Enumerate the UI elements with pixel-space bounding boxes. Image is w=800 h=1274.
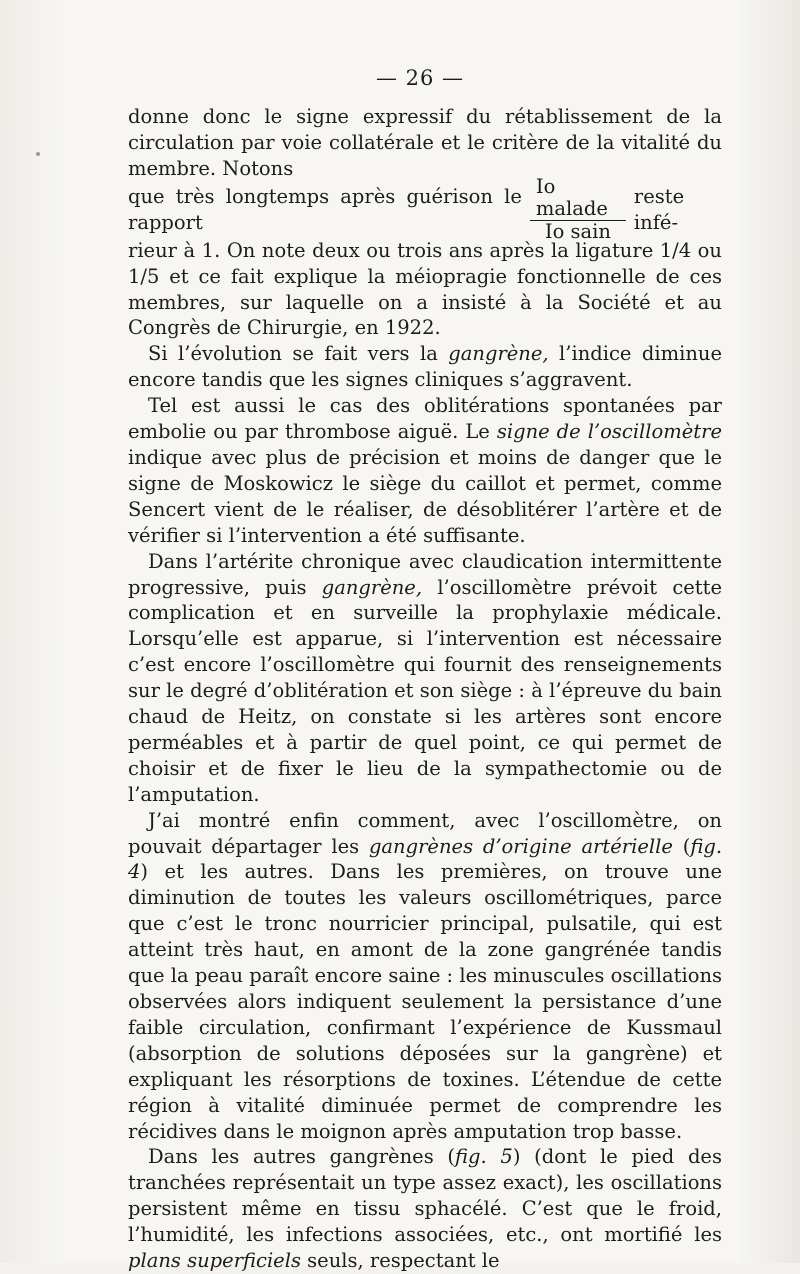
p6-italic-1: fig. 5 bbox=[455, 1145, 513, 1169]
paragraph-1-start: donne donc le signe expressif du rétablissement de la circulation par voie collatérale et le critère de la vitalité du membre. Notons bbox=[128, 105, 722, 180]
p6-text-a: Dans les autres gangrènes ( bbox=[148, 1145, 456, 1169]
paragraph-5 bbox=[128, 808, 722, 1145]
p4-italic-1: gangrène, bbox=[321, 575, 423, 599]
fraction-denominator: Io sain bbox=[544, 220, 611, 244]
p3-italic-1: signe de l’oscillomètre bbox=[496, 420, 722, 444]
p6-italic-2: plans superficiels bbox=[128, 1249, 301, 1273]
page-speck bbox=[36, 152, 40, 156]
p2-text-b: l’indice diminue encore tandis que les signes cliniques s’aggravent. bbox=[128, 342, 722, 392]
formula-prefix: que très longtemps après guérison le rapport bbox=[128, 184, 522, 234]
p3-text-a: Tel est aussi le cas des oblitérations spontanées par embolie ou par thrombose aiguë. Le bbox=[128, 394, 722, 444]
formula-line bbox=[128, 175, 722, 244]
ratio-fraction bbox=[530, 176, 626, 243]
page-number: — 26 — bbox=[375, 66, 465, 90]
fraction-numerator: Io malade bbox=[530, 176, 626, 221]
p5-italic-1: gangrènes d’origine artérielle bbox=[368, 834, 673, 858]
paragraph-6 bbox=[128, 1144, 722, 1274]
p6-text-c: seuls, respectant le bbox=[300, 1249, 500, 1273]
p4-text-a: Dans l’artérite chronique avec claudication intermittente progressive, puis bbox=[128, 549, 722, 599]
paragraph-4 bbox=[128, 549, 722, 808]
p5-text-b: ( bbox=[672, 834, 691, 858]
body-text bbox=[128, 104, 722, 1274]
p5-text-a: J’ai montré enfin comment, avec l’oscillomètre, on pouvait départager les bbox=[128, 808, 722, 858]
paragraph-2 bbox=[128, 341, 722, 393]
p5-text-c: ) et les autres. Dans les premières, on trouve une diminution de toutes les valeurs oscillométriques, parce que c’est le tronc nourricier principal, pulsatile, qui est atteint très haut, en amont de la zone gangrénée tandis que la peau paraît encore saine : les minuscules oscillations observées alors indiquent seulement la persistance d’une faible circulation, confirmant l’expérience de Kussmaul (absorption de solutions déposées sur la gangrène) et expliquant les résorptions de toxines. L’étendue de cette région à vitalité diminuée permet de comprendre les récidives dans le moignon après amputation trop basse. bbox=[128, 860, 723, 1143]
p4-text-b: l’oscillomètre prévoit cette complication et en surveille la prophylaxie médicale. Lorsqu’elle est apparue, si l’intervention est nécessaire c’est encore l’oscillomètre qui fournit des renseignements sur le degré d’oblitération et son siège : à l’épreuve du bain chaud de Heitz, on constate si les artères sont encore perméables et à partir de quel point, ce qui permet de choisir et de fixer le lieu de la sympathectomie ou de l’amputation. bbox=[128, 575, 722, 806]
p6-text-b: ) (dont le pied des tranchées représentait un type assez exact), les oscillations persistent même en tissu sphacélé. C’est que le froid, l’humidité, les infections associées, etc., ont mortifié les bbox=[128, 1145, 722, 1247]
p5-italic-2: fig. 4 bbox=[128, 834, 723, 884]
formula-suffix: reste infé- bbox=[633, 184, 685, 234]
paragraph-3 bbox=[128, 393, 722, 548]
p2-text-a: Si l’évolution se fait vers la bbox=[148, 342, 449, 366]
p3-text-b: indique avec plus de précision et moins de danger que le signe de Moskowicz le siège du caillot et permet, comme Sencert vient de le réaliser, de désoblitérer l’artère et de vérifier si l’intervention a été suffisante. bbox=[128, 445, 722, 547]
paragraph-1-end: rieur à 1. On note deux ou trois ans après la ligature 1/4 ou 1/5 et ce fait explique la méiopragie fonctionnelle de ces membres, sur laquelle on a insisté à la Société et au Congrès de Chirurgie, en 1922. bbox=[128, 238, 722, 340]
p2-italic-1: gangrène, bbox=[448, 342, 549, 366]
